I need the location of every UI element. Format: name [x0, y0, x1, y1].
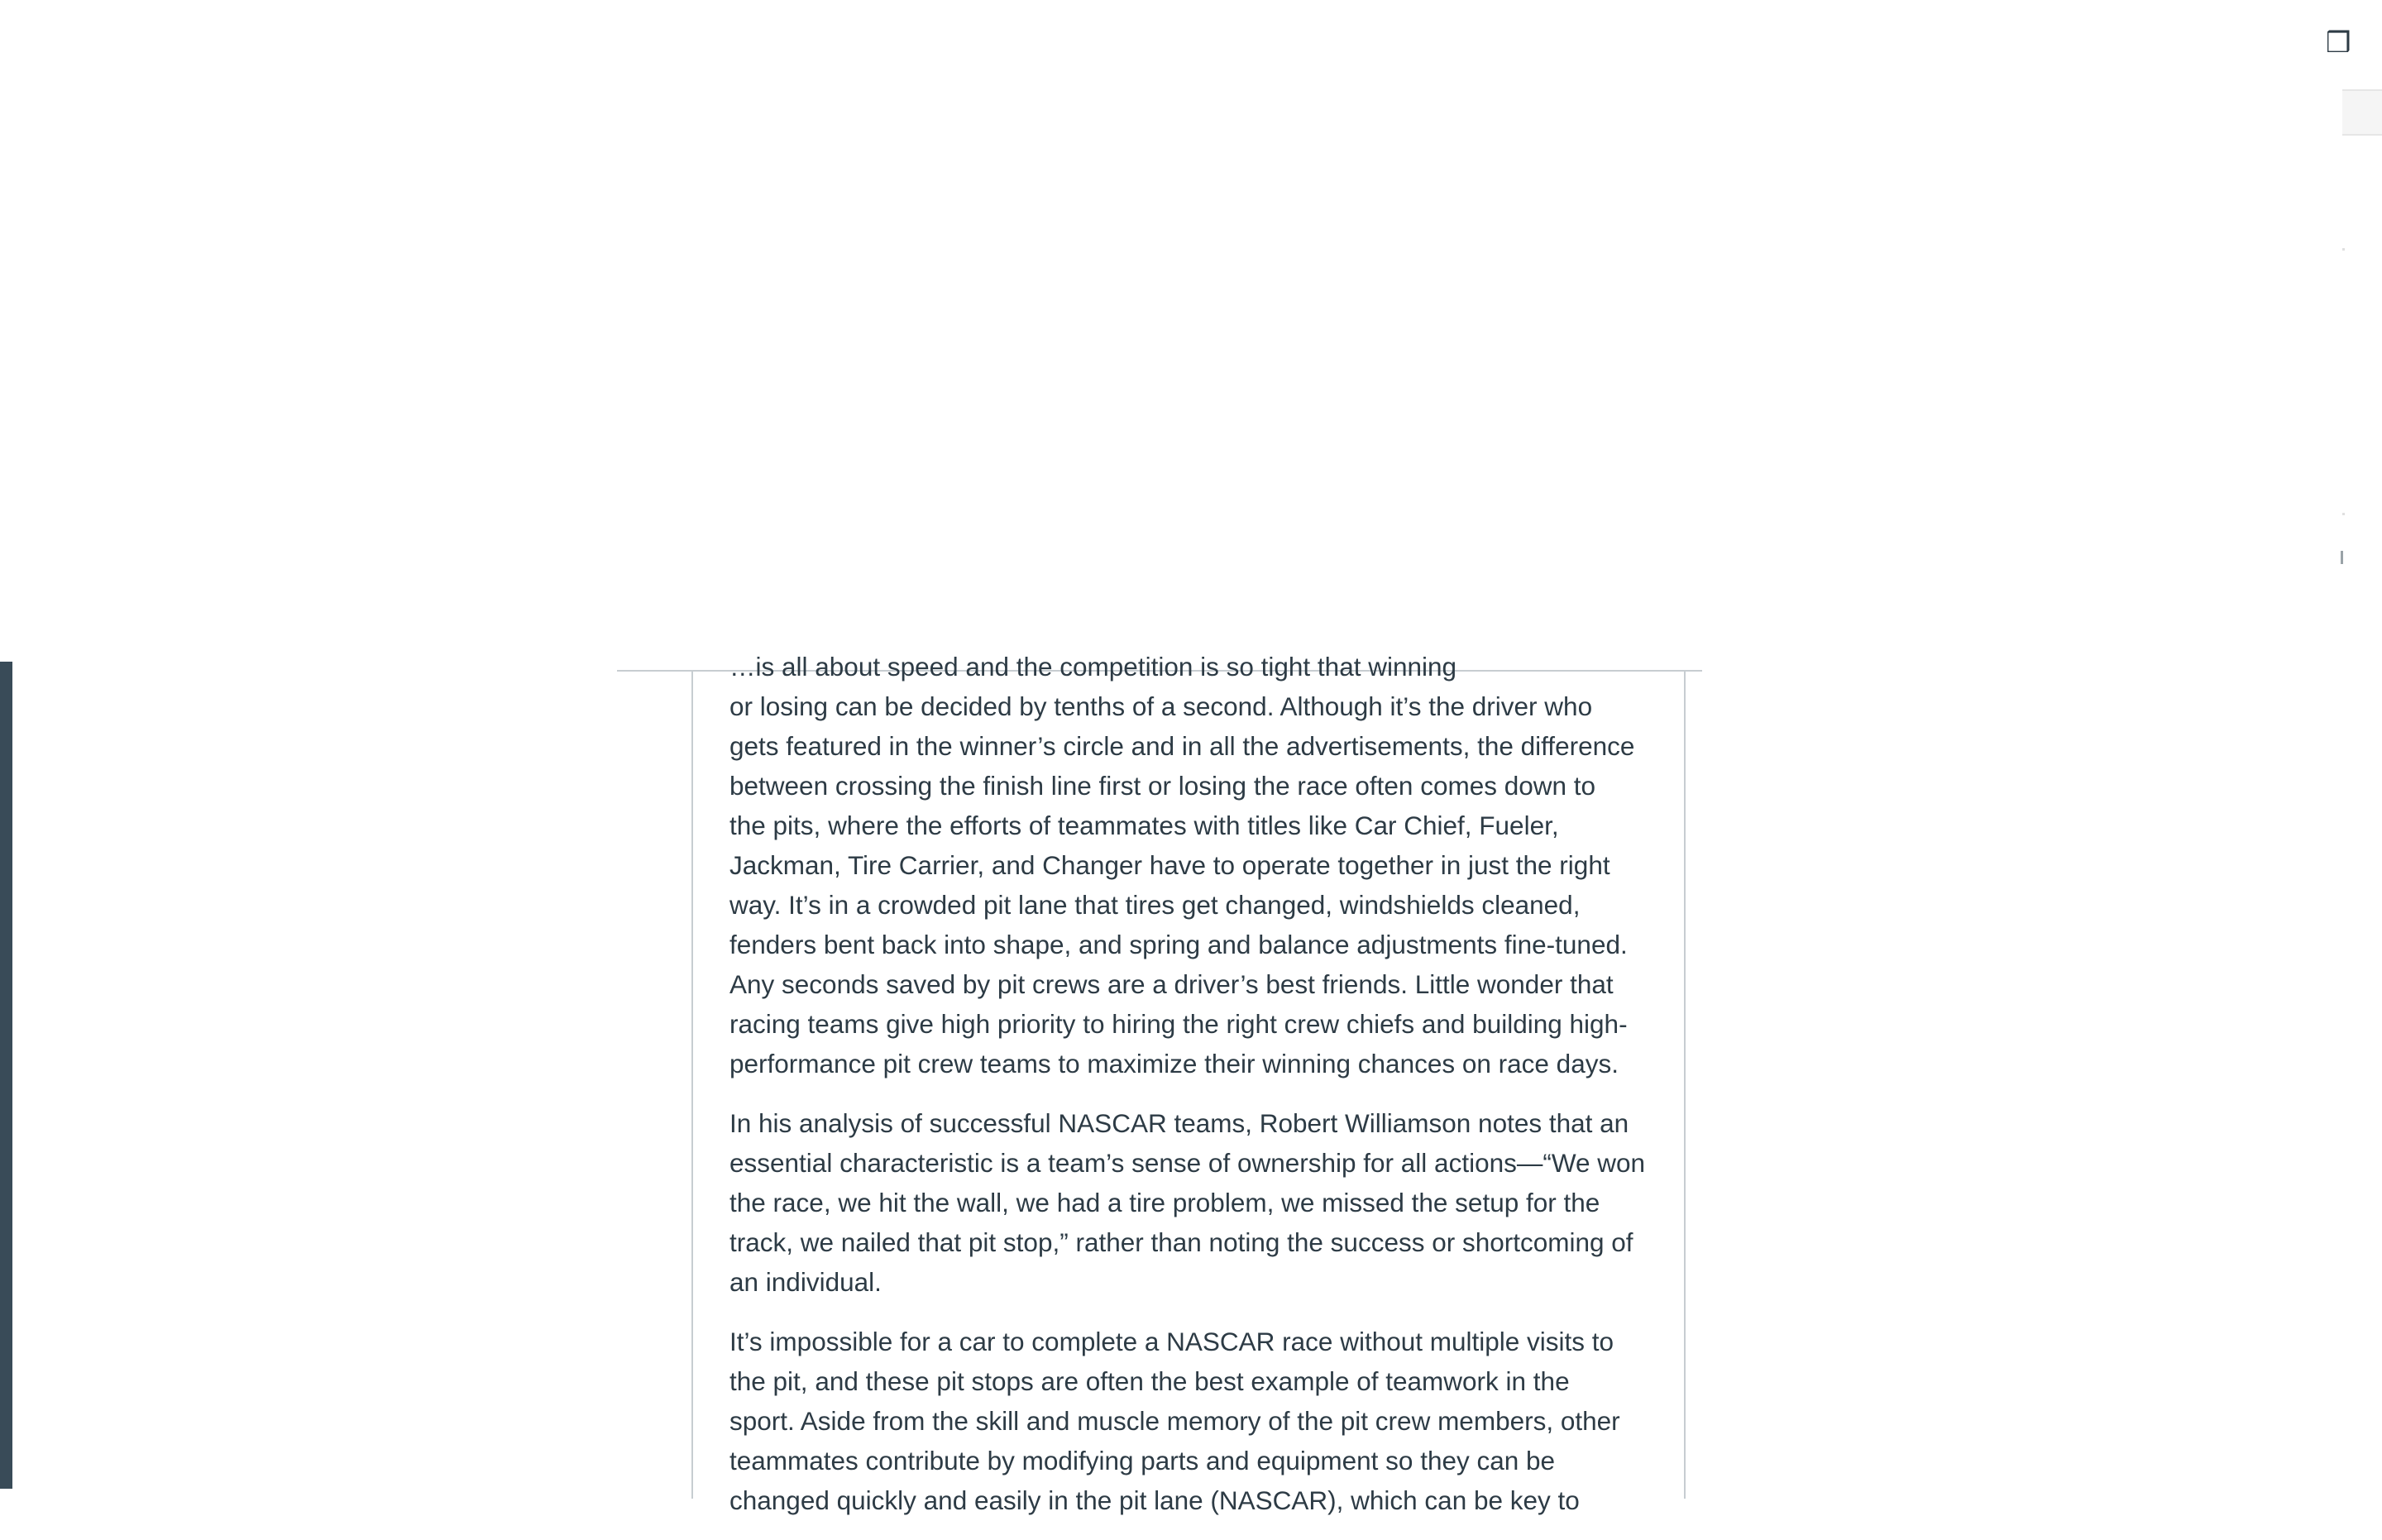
text-line: the pit, and these pit stops are often the best example of teamwork in the: [729, 1366, 1570, 1396]
right-edge-mark: [2342, 513, 2345, 515]
document-icon[interactable]: ❒: [2326, 26, 2351, 60]
article-paragraph-3: [729, 1322, 1648, 1520]
article-cut-line: …is all about speed and the competition is so tight that winning: [729, 652, 1457, 682]
article-paragraph-1: [729, 686, 1648, 1083]
left-sidebar-strip: [0, 662, 12, 1489]
text-line: It’s impossible for a car to complete a NASCAR race without multiple visits to: [729, 1327, 1614, 1356]
text-line: sport. Aside from the skill and muscle memory of the pit crew members, other: [729, 1406, 1620, 1436]
text-line: In his analysis of successful NASCAR teams, Robert Williamson notes that an: [729, 1108, 1629, 1138]
right-toolbar-tab[interactable]: [2342, 89, 2382, 136]
article-paragraph-2: [729, 1103, 1648, 1302]
article-content-frame: [691, 652, 1686, 1515]
text-line: the pits, where the efforts of teammates with titles like Car Chief, Fueler,: [729, 811, 1559, 840]
text-line: racing teams give high priority to hiring the right crew chiefs and building high-: [729, 1009, 1628, 1039]
text-line: essential characteristic is a team’s sense of ownership for all actions—“We won: [729, 1148, 1646, 1178]
right-edge-mark: [2342, 248, 2345, 251]
text-line: track, we nailed that pit stop,” rather than noting the success or shortcoming of: [729, 1227, 1633, 1257]
text-line: between crossing the finish line first or losing the race often comes down to: [729, 771, 1596, 801]
text-line: performance pit crew teams to maximize their winning chances on race days.: [729, 1049, 1619, 1078]
text-line: the race, we hit the wall, we had a tire problem, we missed the setup for the: [729, 1188, 1600, 1217]
text-line: way. It’s in a crowded pit lane that tires get changed, windshields cleaned,: [729, 890, 1581, 920]
text-line: changed quickly and easily in the pit lane (NASCAR), which can be key to: [729, 1485, 1580, 1515]
text-line: or losing can be decided by tenths of a second. Although it’s the driver who: [729, 691, 1593, 721]
text-line: teammates contribute by modifying parts and equipment so they can be: [729, 1446, 1556, 1475]
text-line: an individual.: [729, 1267, 882, 1297]
text-line: Jackman, Tire Carrier, and Changer have to operate together in just the right: [729, 850, 1610, 880]
text-line: Any seconds saved by pit crews are a driver’s best friends. Little wonder that: [729, 969, 1614, 999]
text-line: gets featured in the winner’s circle and in all the advertisements, the difference: [729, 731, 1635, 761]
right-edge-tick: [2341, 551, 2343, 564]
article-body: [729, 647, 1648, 1540]
text-line: fenders bent back into shape, and spring and balance adjustments fine-tuned.: [729, 930, 1628, 959]
